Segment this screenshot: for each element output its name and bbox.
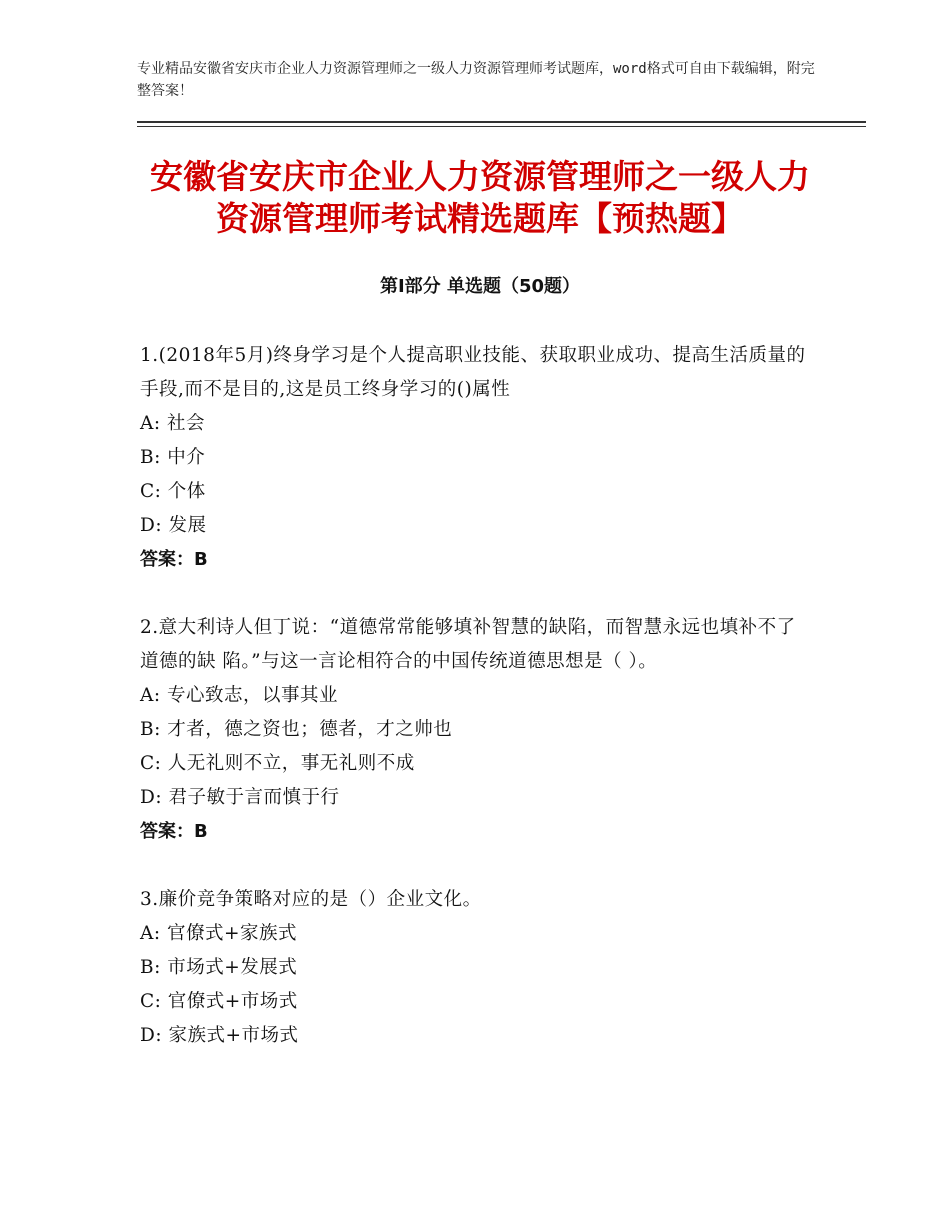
option-d: D: 君子敏于言而慎于行 [140, 787, 340, 808]
document-title: 安徽省安庆市企业人力资源管理师之一级人力资源管理师考试精选题库【预热题】 [150, 157, 810, 238]
question-3 [140, 883, 810, 1053]
answer-line: 答案：B [140, 549, 208, 570]
question-1 [140, 339, 810, 577]
question-list [140, 339, 810, 1087]
option-d: D: 发展 [140, 515, 207, 536]
option-b: B: 中介 [140, 447, 206, 468]
question-text: 2.意大利诗人但丁说：“道德常常能够填补智慧的缺陷，而智慧永远也填补不了道德的缺 陷。”与这一言论相符合的中国传统道德思想是（ ）。 [140, 617, 796, 672]
option-b: B: 才者，德之资也；德者，才之帅也 [140, 719, 453, 740]
option-a: A: 官僚式+家族式 [140, 923, 297, 944]
header-divider [137, 121, 866, 127]
section-heading: 第Ⅰ部分 单选题（50题） [379, 276, 580, 297]
option-b: B: 市场式+发展式 [140, 957, 298, 978]
option-a: A: 社会 [140, 413, 205, 434]
question-text: 1.(2018年5月)终身学习是个人提高职业技能、获取职业成功、提高生活质量的手段,而不是目的,这是员工终身学习的()属性 [140, 345, 806, 400]
answer-line: 答案：B [140, 821, 208, 842]
option-a: A: 专心致志，以事其业 [140, 685, 338, 706]
option-d: D: 家族式+市场式 [140, 1025, 299, 1046]
option-c: C: 人无礼则不立，事无礼则不成 [140, 753, 415, 774]
option-c: C: 官僚式+市场式 [140, 991, 298, 1012]
option-c: C: 个体 [140, 481, 206, 502]
question-text: 3.廉价竞争策略对应的是（）企业文化。 [140, 889, 482, 910]
question-2 [140, 611, 810, 849]
header-note: 专业精品安徽省安庆市企业人力资源管理师之一级人力资源管理师考试题库，word格式可自由下载编辑，附完整答案！ [137, 61, 815, 99]
